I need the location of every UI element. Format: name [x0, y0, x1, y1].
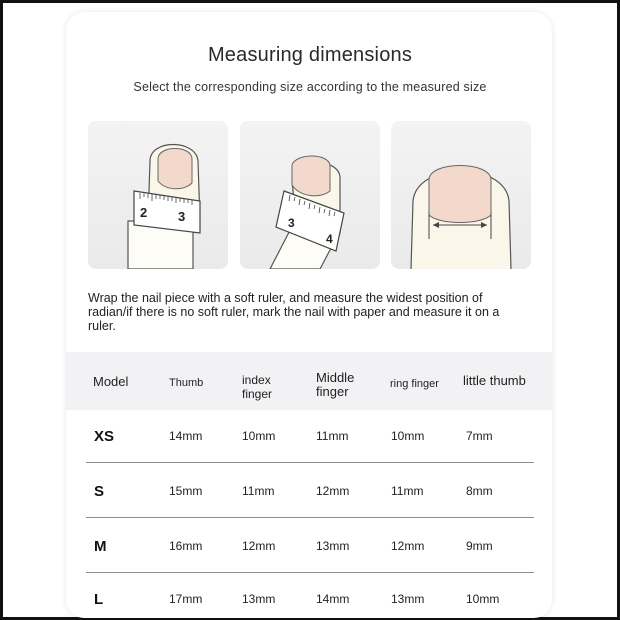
header-ring-finger: ring finger: [390, 378, 439, 390]
ring-value: 12mm: [391, 539, 425, 553]
ring-value: 11mm: [391, 484, 424, 498]
index-value: 11mm: [242, 484, 275, 498]
index-value: 13mm: [242, 592, 276, 606]
finger-ruler-angled-icon: [240, 121, 380, 269]
nail-width-arrow-icon: [391, 121, 531, 269]
size-model: M: [94, 538, 107, 555]
header-thumb: Thumb: [169, 377, 204, 389]
size-model: S: [94, 483, 105, 500]
illustration-nail-width: [391, 121, 531, 269]
table-row: [66, 575, 552, 615]
table-row: [66, 520, 552, 575]
middle-value: 13mm: [316, 539, 350, 553]
middle-value: 14mm: [316, 592, 350, 606]
finger-ruler-front-icon: [88, 121, 228, 269]
page-title: Measuring dimensions: [207, 44, 413, 66]
index-value: 10mm: [242, 429, 276, 443]
ring-value: 13mm: [391, 592, 425, 606]
row-divider: [86, 462, 534, 463]
header-index-finger: index finger: [242, 373, 273, 401]
little-value: 7mm: [466, 429, 493, 443]
thumb-value: 14mm: [169, 429, 203, 443]
little-value: 10mm: [466, 592, 500, 606]
page-subtitle: Select the corresponding size according to the measured size: [133, 80, 487, 94]
thumb-value: 15mm: [169, 484, 203, 498]
ruler-number: 2: [140, 205, 148, 220]
measuring-instruction: Wrap the nail piece with a soft ruler, and measure the widest position of radian/if there is no soft ruler, mark the nail with paper and measure it on a ruler.: [88, 291, 500, 333]
illustration-angled-ruler: [240, 121, 380, 269]
little-value: 9mm: [466, 539, 493, 553]
row-divider: [86, 572, 534, 573]
illustration-front-ruler: [88, 121, 228, 269]
table-row: [66, 465, 552, 520]
ruler-number: 4: [326, 232, 333, 246]
ruler-number: 3: [178, 209, 186, 224]
little-value: 8mm: [466, 484, 493, 498]
size-model: XS: [94, 428, 115, 445]
thumb-value: 17mm: [169, 592, 203, 606]
header-middle-finger: Middle finger: [316, 370, 355, 399]
ruler-number: 3: [288, 216, 295, 230]
size-model: L: [94, 591, 104, 608]
header-little-thumb: little thumb: [463, 373, 526, 388]
row-divider: [86, 517, 534, 518]
thumb-value: 16mm: [169, 539, 203, 553]
table-row: [66, 410, 552, 465]
middle-value: 11mm: [316, 429, 349, 443]
header-model: Model: [93, 374, 129, 389]
middle-value: 12mm: [316, 484, 350, 498]
index-value: 12mm: [242, 539, 276, 553]
ring-value: 10mm: [391, 429, 425, 443]
